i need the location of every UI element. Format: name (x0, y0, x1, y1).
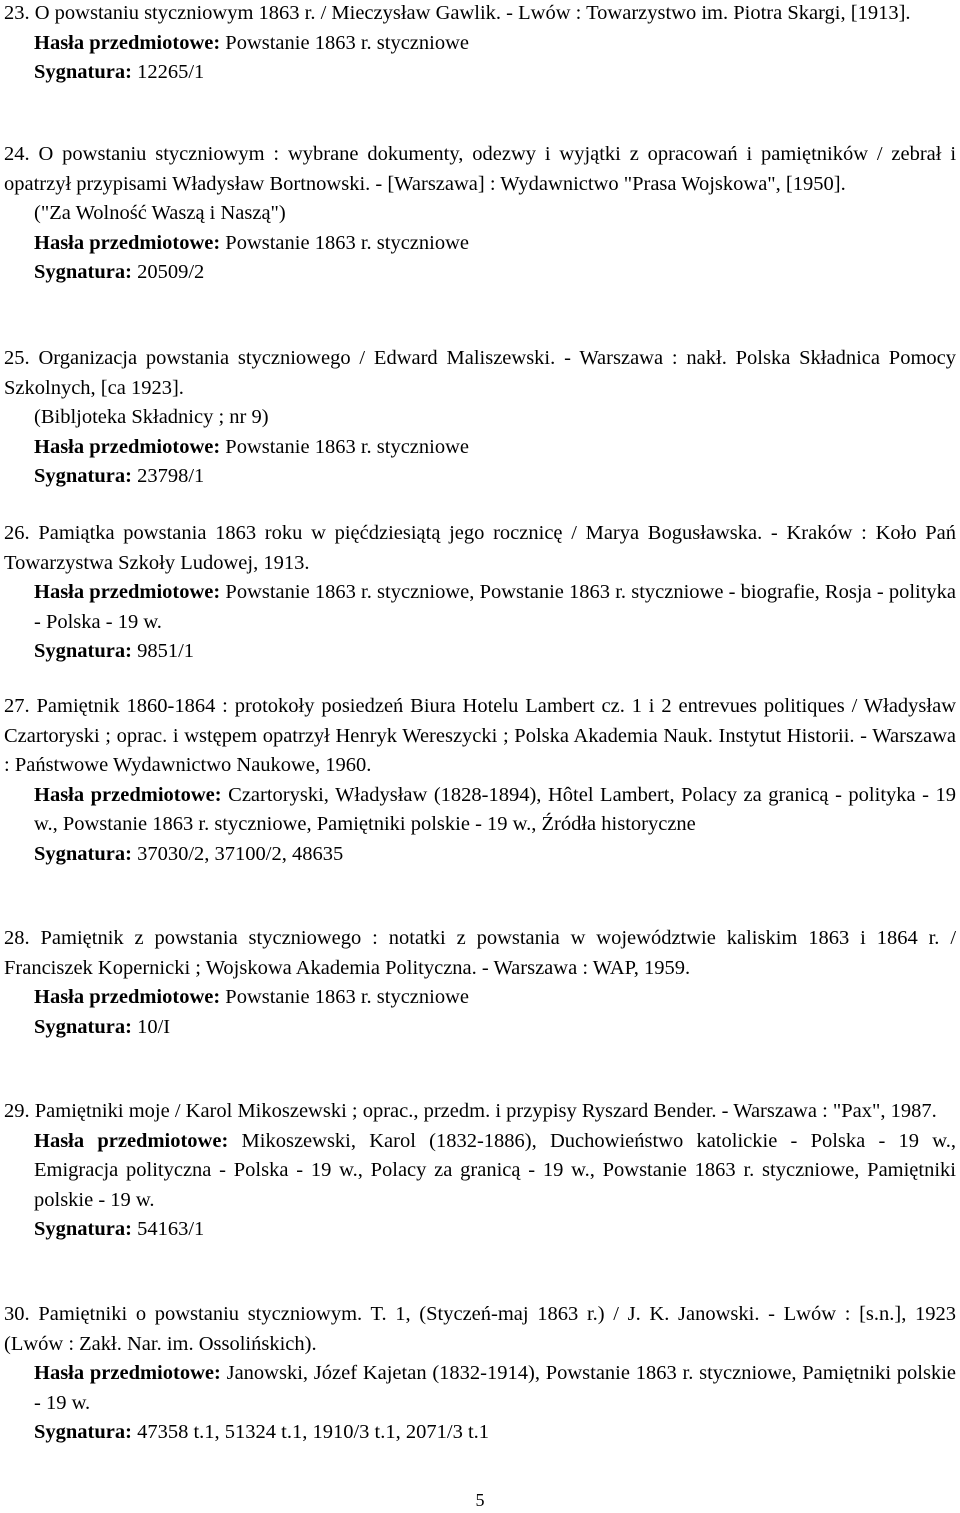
subjects-text: Powstanie 1863 r. styczniowe (225, 31, 469, 54)
entry-number: 28. (4, 927, 30, 949)
subjects-text: Powstanie 1863 r. styczniowe (225, 435, 469, 458)
bibliography-entry-24 (4, 140, 956, 288)
entry-description (4, 519, 956, 578)
entry-description-text: O powstaniu styczniowym : wybrane dokumenty, odezwy i wyjątki z opracowań i pamiętników / zebrał i opatrzył przypisami Władysław Bortnowski. - [Warszawa] : Wydawnictwo "Prasa Wojskowa", [1950]. (4, 143, 957, 195)
entry-signature (4, 1215, 956, 1245)
subjects-label: Hasła przedmiotowe: (34, 581, 221, 603)
entry-series: ("Za Wolność Waszą i Naszą") (34, 202, 286, 224)
entry-description-text: Pamiętnik 1860-1864 : protokoły posiedzeń Biura Hotelu Lambert cz. 1 i 2 entrevues politiques / Władysław Czartoryski ; oprac. i wstępem opatrzył Henryk Wereszycki ; Polska Akademia Nauk. Instytut Historii. - Warszawa : Państwowe Wydawnictwo Naukowe, 1960. (4, 695, 957, 776)
entry-signature (4, 1013, 956, 1043)
entry-description (4, 1300, 956, 1359)
subjects-label: Hasła przedmiotowe: (34, 1129, 229, 1152)
subjects-text: Janowski, Józef Kajetan (1832-1914), Powstanie 1863 r. styczniowe, Pamiętniki polskie - 19 w. (34, 1362, 957, 1414)
subjects-text: Powstanie 1863 r. styczniowe, Powstanie 1863 r. styczniowe - biografie, Rosja - polityka - Polska - 19 w. (34, 581, 957, 633)
entry-description (4, 1097, 956, 1127)
entry-description (4, 0, 956, 29)
entry-number: 26. (4, 522, 30, 544)
entry-description-text: Organizacja powstania styczniowego / Edward Maliszewski. - Warszawa : nakł. Polska Składnica Pomocy Szkolnych, [ca 1923]. (4, 347, 957, 399)
subjects-text: Mikoszewski, Karol (1832-1886), Duchowieństwo katolickie - Polska - 19 w., Emigracja polityczna - Polska - 19 w., Polacy za granicą - 19 w., Powstanie 1863 r. styczniowe, Pamiętniki polskie - 19 w. (34, 1129, 957, 1211)
signature-text: 47358 t.1, 51324 t.1, 1910/3 t.1, 2071/3 t.1 (137, 1421, 490, 1443)
entry-description (4, 344, 956, 403)
entry-signature (4, 1418, 956, 1448)
entry-description-text: Pamiętniki moje / Karol Mikoszewski ; oprac., przedm. i przypisy Ryszard Bender. - Warszawa : "Pax", 1987. (34, 1100, 937, 1122)
entry-subjects (4, 433, 956, 463)
bibliography-entry-25 (4, 344, 956, 492)
entry-subjects (4, 983, 956, 1013)
entry-number: 30. (4, 1303, 30, 1325)
bibliography-entry-28 (4, 924, 956, 1042)
subjects-label: Hasła przedmiotowe: (34, 986, 221, 1008)
entry-description (4, 692, 956, 781)
signature-text: 20509/2 (137, 261, 205, 283)
entry-subjects (4, 1359, 956, 1418)
subjects-label: Hasła przedmiotowe: (34, 1362, 221, 1384)
signature-label: Sygnatura: (34, 1218, 132, 1240)
signature-label: Sygnatura: (34, 465, 132, 487)
subjects-text: Powstanie 1863 r. styczniowe (225, 231, 469, 254)
page-number: 5 (475, 1490, 485, 1510)
signature-text: 54163/1 (137, 1218, 205, 1240)
entry-description-text: Pamiątka powstania 1863 roku w pięćdziesiątą jego rocznicę / Marya Bogusławska. - Kraków : Koło Pań Towarzystwa Szkoły Ludowej, 1913. (4, 522, 957, 574)
entry-description (4, 924, 956, 983)
signature-label: Sygnatura: (34, 640, 132, 662)
entry-subjects (4, 1127, 956, 1216)
subjects-label: Hasła przedmiotowe: (34, 783, 222, 806)
subjects-label: Hasła przedmiotowe: (34, 31, 221, 54)
bibliography-entry-29 (4, 1097, 956, 1245)
signature-text: 9851/1 (137, 640, 195, 662)
document-page (4, 0, 956, 1513)
entry-description-text: Pamiętnik z powstania styczniowego : notatki z powstania w województwie kaliskim 1863 i 1864 r. / Franciszek Kopernicki ; Wojskowa Akademia Polityczna. - Warszawa : WAP, 1959. (4, 927, 957, 979)
entry-number: 24. (4, 143, 30, 165)
entry-signature (4, 58, 956, 88)
subjects-label: Hasła przedmiotowe: (34, 435, 221, 458)
bibliography-entry-23 (4, 0, 956, 88)
bibliography-entry-26 (4, 519, 956, 667)
entry-signature (4, 258, 956, 288)
entry-number: 27. (4, 695, 30, 717)
signature-text: 12265/1 (137, 61, 205, 83)
bibliography-entry-27 (4, 692, 956, 869)
bibliography-entry-30 (4, 1300, 956, 1448)
entry-number: 29. (4, 1100, 30, 1122)
signature-label: Sygnatura: (34, 261, 132, 283)
signature-label: Sygnatura: (34, 842, 132, 865)
entry-description-text: Pamiętniki o powstaniu styczniowym. T. 1, (Styczeń-maj 1863 r.) / J. K. Janowski. - Lwów : [s.n.], 1923 (Lwów : Zakł. Nar. im. Ossolińskich). (4, 1303, 957, 1355)
entry-description-text: O powstaniu styczniowym 1863 r. / Mieczysław Gawlik. - Lwów : Towarzystwo im. Piotra Skargi, [1913]. (34, 2, 911, 24)
signature-text: 10/I (137, 1015, 171, 1038)
entry-subjects (4, 578, 956, 637)
signature-label: Sygnatura: (34, 1015, 132, 1038)
subjects-text: Czartoryski, Władysław (1828-1894), Hôtel Lambert, Polacy za granicą - polityka - 19 w., Powstanie 1863 r. styczniowe, Pamiętniki polskie - 19 w., Źródła historyczne (34, 783, 957, 835)
entry-signature (4, 840, 956, 870)
signature-label: Sygnatura: (34, 61, 132, 83)
signature-text: 37030/2, 37100/2, 48635 (137, 842, 344, 865)
signature-label: Sygnatura: (34, 1421, 132, 1443)
entry-description (4, 140, 956, 199)
entry-subjects (4, 229, 956, 259)
entry-number: 25. (4, 347, 30, 369)
signature-text: 23798/1 (137, 465, 205, 487)
entry-subjects (4, 781, 956, 840)
entry-series: (Bibljoteka Składnicy ; nr 9) (34, 406, 269, 428)
subjects-text: Powstanie 1863 r. styczniowe (225, 986, 469, 1008)
subjects-label: Hasła przedmiotowe: (34, 231, 221, 254)
entry-signature (4, 637, 956, 667)
entry-subjects (4, 29, 956, 59)
entry-signature (4, 462, 956, 492)
entry-number: 23. (4, 2, 30, 24)
